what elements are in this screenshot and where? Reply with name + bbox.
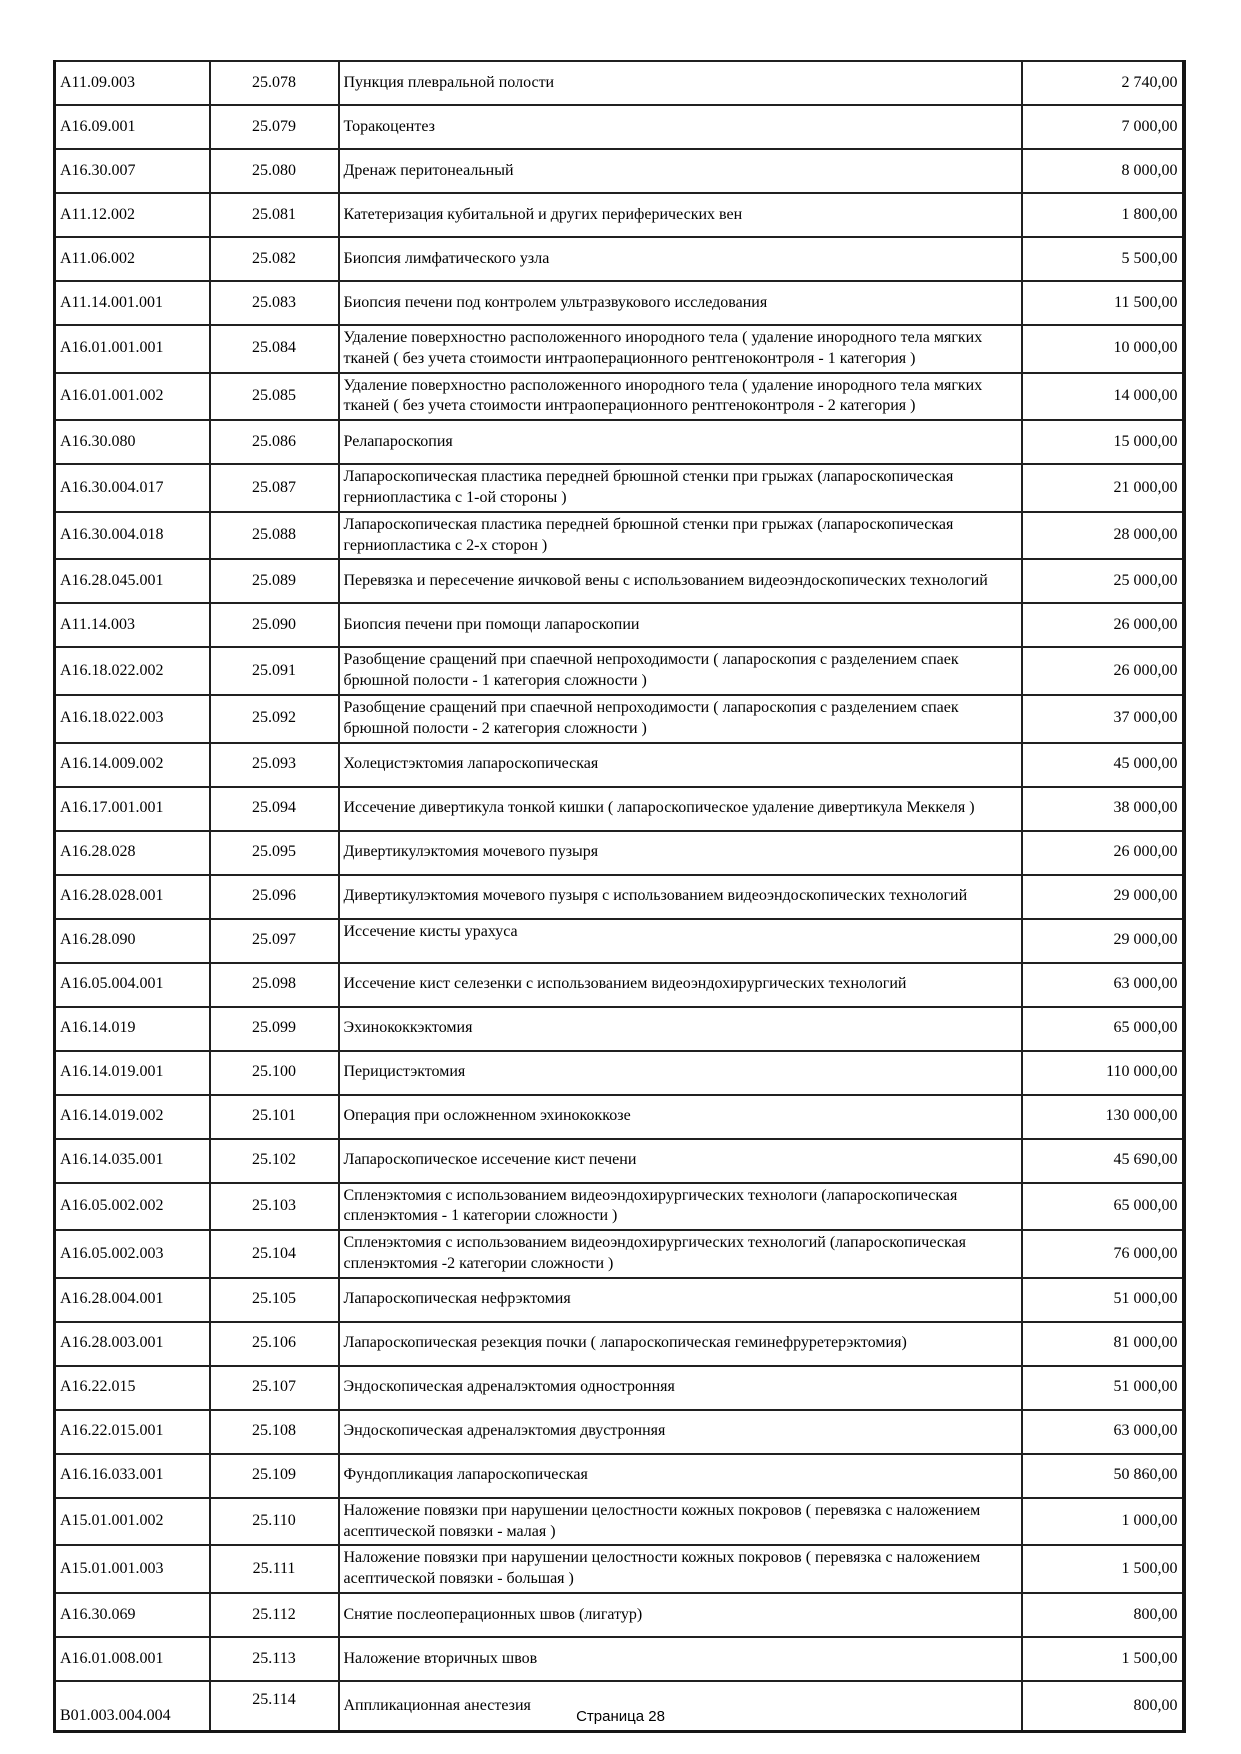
price-item-number-cell: 25.089: [210, 559, 339, 603]
table-row: [55, 1366, 1184, 1410]
price-item-number-cell: 25.099: [210, 1007, 339, 1051]
price-cell: 1 500,00: [1022, 1545, 1184, 1593]
price-item-number-cell: 25.098: [210, 963, 339, 1007]
price-item-number-cell: 25.097: [210, 919, 339, 963]
table-row: [55, 1593, 1184, 1637]
service-code-cell: A16.14.009.002: [55, 743, 210, 787]
service-name-cell: Наложение повязки при нарушении целостности кожных покровов ( перевязка с наложением асептической повязки - большая ): [339, 1545, 1022, 1593]
table-row: [55, 1322, 1184, 1366]
service-name-cell: Лапароскопическая резекция почки ( лапароскопическая геминефруретерэктомия): [339, 1322, 1022, 1366]
service-name-cell: Дренаж перитонеальный: [339, 149, 1022, 193]
price-item-number-cell: 25.094: [210, 787, 339, 831]
service-name-cell: Пункция плевральной полости: [339, 61, 1022, 105]
page-number: Страница 28: [576, 1708, 665, 1725]
service-name-cell: Спленэктомия с использованием видеоэндохирургических технологи (лапароскопическая спленэктомия - 1 категории сложности ): [339, 1183, 1022, 1231]
price-item-number-cell: 25.113: [210, 1637, 339, 1681]
service-name-cell: Иссечение кист селезенки с использованием видеоэндохирургических технологий: [339, 963, 1022, 1007]
table-row: [55, 919, 1184, 963]
price-cell: 7 000,00: [1022, 105, 1184, 149]
price-cell: 63 000,00: [1022, 963, 1184, 1007]
service-name-cell: Биопсия печени при помощи лапароскопии: [339, 603, 1022, 647]
price-cell: 8 000,00: [1022, 149, 1184, 193]
service-name-cell: Эхинококкэктомия: [339, 1007, 1022, 1051]
price-cell: 45 000,00: [1022, 743, 1184, 787]
service-code-cell: A16.22.015.001: [55, 1410, 210, 1454]
service-code-cell: A16.01.001.001: [55, 325, 210, 373]
price-cell: 65 000,00: [1022, 1007, 1184, 1051]
service-code-cell: A16.30.007: [55, 149, 210, 193]
table-row: [55, 963, 1184, 1007]
price-item-number-cell: 25.110: [210, 1498, 339, 1546]
price-item-number-cell: 25.085: [210, 373, 339, 421]
price-item-number-cell: 25.082: [210, 237, 339, 281]
price-item-number-cell: 25.084: [210, 325, 339, 373]
service-code-cell: A11.14.003: [55, 603, 210, 647]
service-name-cell: Перицистэктомия: [339, 1051, 1022, 1095]
service-code-cell: A16.14.019: [55, 1007, 210, 1051]
service-code-cell: A16.18.022.003: [55, 695, 210, 743]
service-name-cell: Спленэктомия с использованием видеоэндохирургических технологий (лапароскопическая спленэктомия -2 категории сложности ): [339, 1230, 1022, 1278]
price-cell: 5 500,00: [1022, 237, 1184, 281]
service-code-cell: A16.22.015: [55, 1366, 210, 1410]
service-code-cell: A16.14.019.001: [55, 1051, 210, 1095]
service-name-cell: Лапароскопическая нефрэктомия: [339, 1278, 1022, 1322]
price-item-number-cell: 25.108: [210, 1410, 339, 1454]
price-cell: 63 000,00: [1022, 1410, 1184, 1454]
price-item-number-cell: 25.096: [210, 875, 339, 919]
price-item-number-cell: 25.109: [210, 1454, 339, 1498]
service-name-cell: Разобщение сращений при спаечной непроходимости ( лапароскопия с разделением спаек брюшной полости - 1 категория сложности ): [339, 647, 1022, 695]
price-cell: 1 500,00: [1022, 1637, 1184, 1681]
price-item-number-cell: 25.106: [210, 1322, 339, 1366]
price-cell: 14 000,00: [1022, 373, 1184, 421]
table-row: [55, 281, 1184, 325]
table-row: [55, 325, 1184, 373]
service-name-cell: Биопсия лимфатического узла: [339, 237, 1022, 281]
table-row: [55, 559, 1184, 603]
price-cell: 76 000,00: [1022, 1230, 1184, 1278]
price-cell: 25 000,00: [1022, 559, 1184, 603]
price-cell: 28 000,00: [1022, 512, 1184, 560]
service-code-cell: A16.28.090: [55, 919, 210, 963]
service-code-cell: A16.17.001.001: [55, 787, 210, 831]
service-code-cell: A16.28.004.001: [55, 1278, 210, 1322]
service-code-cell: A16.28.028.001: [55, 875, 210, 919]
price-cell: 110 000,00: [1022, 1051, 1184, 1095]
price-item-number-cell: 25.100: [210, 1051, 339, 1095]
service-code-cell: A16.01.008.001: [55, 1637, 210, 1681]
price-cell: 2 740,00: [1022, 61, 1184, 105]
service-name-cell: Наложение повязки при нарушении целостности кожных покровов ( перевязка с наложением асептической повязки - малая ): [339, 1498, 1022, 1546]
price-cell: 51 000,00: [1022, 1278, 1184, 1322]
service-name-cell: Релапароскопия: [339, 420, 1022, 464]
service-code-cell: A15.01.001.003: [55, 1545, 210, 1593]
price-cell: 37 000,00: [1022, 695, 1184, 743]
service-code-cell: A16.28.028: [55, 831, 210, 875]
service-name-cell: Катетеризация кубитальной и других периферических вен: [339, 193, 1022, 237]
service-code-cell: A16.09.001: [55, 105, 210, 149]
table-row: [55, 193, 1184, 237]
service-code-cell: A11.06.002: [55, 237, 210, 281]
service-name-cell: Лапароскопическая пластика передней брюшной стенки при грыжах (лапароскопическая герниопластика с 1-ой стороны ): [339, 464, 1022, 512]
price-cell: 11 500,00: [1022, 281, 1184, 325]
table-row: [55, 61, 1184, 105]
service-name-cell: Торакоцентез: [339, 105, 1022, 149]
service-code-cell: A16.18.022.002: [55, 647, 210, 695]
service-code-cell: A16.28.003.001: [55, 1322, 210, 1366]
price-item-number-cell: 25.093: [210, 743, 339, 787]
service-code-cell: A16.30.004.017: [55, 464, 210, 512]
service-code-cell: A11.14.001.001: [55, 281, 210, 325]
service-code-cell: A16.05.002.002: [55, 1183, 210, 1231]
service-code-cell: A16.28.045.001: [55, 559, 210, 603]
price-item-number-cell: 25.092: [210, 695, 339, 743]
price-item-number-cell: 25.103: [210, 1183, 339, 1231]
price-cell: 10 000,00: [1022, 325, 1184, 373]
table-row: [55, 105, 1184, 149]
price-cell: 29 000,00: [1022, 919, 1184, 963]
table-row: [55, 695, 1184, 743]
service-name-cell: Эндоскопическая адреналэктомия двустронняя: [339, 1410, 1022, 1454]
service-code-cell: A16.05.002.003: [55, 1230, 210, 1278]
price-item-number-cell: 25.104: [210, 1230, 339, 1278]
price-item-number-cell: 25.088: [210, 512, 339, 560]
service-name-cell: Биопсия печени под контролем ультразвукового исследования: [339, 281, 1022, 325]
table-row: [55, 1637, 1184, 1681]
price-table: [53, 60, 1186, 1733]
price-cell: 26 000,00: [1022, 831, 1184, 875]
table-row: [55, 512, 1184, 560]
price-item-number-cell: 25.095: [210, 831, 339, 875]
price-cell: 29 000,00: [1022, 875, 1184, 919]
service-code-cell: A11.09.003: [55, 61, 210, 105]
price-cell: 1 000,00: [1022, 1498, 1184, 1546]
price-cell: 38 000,00: [1022, 787, 1184, 831]
service-name-cell: Операция при осложненном эхинококкозе: [339, 1095, 1022, 1139]
service-code-cell: A16.30.080: [55, 420, 210, 464]
price-table-body: [55, 61, 1184, 1731]
service-name-cell: Снятие послеоперационных швов (лигатур): [339, 1593, 1022, 1637]
price-item-number-cell: 25.101: [210, 1095, 339, 1139]
price-item-number-cell: 25.081: [210, 193, 339, 237]
service-code-cell: B01.003.004.004: [55, 1681, 210, 1732]
service-name-cell: Дивертикулэктомия мочевого пузыря с использованием видеоэндоскопических технологий: [339, 875, 1022, 919]
price-cell: 81 000,00: [1022, 1322, 1184, 1366]
service-code-cell: A16.05.004.001: [55, 963, 210, 1007]
service-name-cell: Лапароскопическое иссечение кист печени: [339, 1139, 1022, 1183]
service-name-cell: Иссечение кисты урахуса: [339, 919, 1022, 963]
price-cell: 26 000,00: [1022, 603, 1184, 647]
service-name-cell: Иссечение дивертикула тонкой кишки ( лапароскопическое удаление дивертикула Меккеля ): [339, 787, 1022, 831]
table-row: [55, 647, 1184, 695]
table-row: [55, 1545, 1184, 1593]
service-code-cell: A16.30.004.018: [55, 512, 210, 560]
table-row: [55, 831, 1184, 875]
price-item-number-cell: 25.090: [210, 603, 339, 647]
service-code-cell: A16.16.033.001: [55, 1454, 210, 1498]
price-cell: 26 000,00: [1022, 647, 1184, 695]
price-item-number-cell: 25.086: [210, 420, 339, 464]
price-item-number-cell: 25.105: [210, 1278, 339, 1322]
price-item-number-cell: 25.102: [210, 1139, 339, 1183]
table-row: [55, 1278, 1184, 1322]
table-row: [55, 1007, 1184, 1051]
price-item-number-cell: 25.107: [210, 1366, 339, 1410]
table-row: [55, 149, 1184, 193]
service-name-cell: Удаление поверхностно расположенного инородного тела ( удаление инородного тела мягких тканей ( без учета стоимости интраоперационного рентгеноконтроля - 2 категория ): [339, 373, 1022, 421]
table-row: [55, 1454, 1184, 1498]
price-item-number-cell: 25.083: [210, 281, 339, 325]
service-code-cell: A15.01.001.002: [55, 1498, 210, 1546]
table-row: [55, 787, 1184, 831]
price-item-number-cell: 25.112: [210, 1593, 339, 1637]
table-row: [55, 1230, 1184, 1278]
price-cell: 800,00: [1022, 1593, 1184, 1637]
service-name-cell: Эндоскопическая адреналэктомия одностронняя: [339, 1366, 1022, 1410]
service-name-cell: Удаление поверхностно расположенного инородного тела ( удаление инородного тела мягких тканей ( без учета стоимости интраоперационного рентгеноконтроля - 1 категория ): [339, 325, 1022, 373]
price-cell: 800,00: [1022, 1681, 1184, 1732]
service-code-cell: A11.12.002: [55, 193, 210, 237]
service-name-cell: Наложение вторичных швов: [339, 1637, 1022, 1681]
table-row: [55, 1498, 1184, 1546]
table-row: [55, 237, 1184, 281]
table-row: [55, 1095, 1184, 1139]
price-cell: 51 000,00: [1022, 1366, 1184, 1410]
service-name-cell: Аппликационная анестезия: [339, 1681, 1022, 1732]
service-code-cell: A16.01.001.002: [55, 373, 210, 421]
price-item-number-cell: 25.111: [210, 1545, 339, 1593]
price-item-number-cell: 25.087: [210, 464, 339, 512]
price-cell: 1 800,00: [1022, 193, 1184, 237]
service-name-cell: Лапароскопическая пластика передней брюшной стенки при грыжах (лапароскопическая герниопластика с 2-х сторон ): [339, 512, 1022, 560]
service-code-cell: A16.14.019.002: [55, 1095, 210, 1139]
service-code-cell: A16.14.035.001: [55, 1139, 210, 1183]
service-name-cell: Дивертикулэктомия мочевого пузыря: [339, 831, 1022, 875]
price-cell: 50 860,00: [1022, 1454, 1184, 1498]
table-row: [55, 603, 1184, 647]
service-name-cell: Перевязка и пересечение яичковой вены с использованием видеоэндоскопических технологий: [339, 559, 1022, 603]
service-name-cell: Холецистэктомия лапароскопическая: [339, 743, 1022, 787]
table-row: [55, 1183, 1184, 1231]
table-row: [55, 464, 1184, 512]
service-name-cell: Разобщение сращений при спаечной непроходимости ( лапароскопия с разделением спаек брюшной полости - 2 категория сложности ): [339, 695, 1022, 743]
price-cell: 65 000,00: [1022, 1183, 1184, 1231]
price-cell: 130 000,00: [1022, 1095, 1184, 1139]
table-row: [55, 1410, 1184, 1454]
table-row: [55, 875, 1184, 919]
price-item-number-cell: 25.080: [210, 149, 339, 193]
price-item-number-cell: 25.079: [210, 105, 339, 149]
price-item-number-cell: 25.091: [210, 647, 339, 695]
price-item-number-cell: 25.078: [210, 61, 339, 105]
table-row: [55, 1139, 1184, 1183]
price-cell: 15 000,00: [1022, 420, 1184, 464]
table-row: [55, 420, 1184, 464]
service-code-cell: A16.30.069: [55, 1593, 210, 1637]
price-cell: 21 000,00: [1022, 464, 1184, 512]
price-cell: 45 690,00: [1022, 1139, 1184, 1183]
table-row: [55, 1051, 1184, 1095]
service-name-cell: Фундопликация лапароскопическая: [339, 1454, 1022, 1498]
price-item-number-cell: 25.114: [210, 1681, 339, 1732]
table-row: [55, 743, 1184, 787]
table-row: [55, 373, 1184, 421]
